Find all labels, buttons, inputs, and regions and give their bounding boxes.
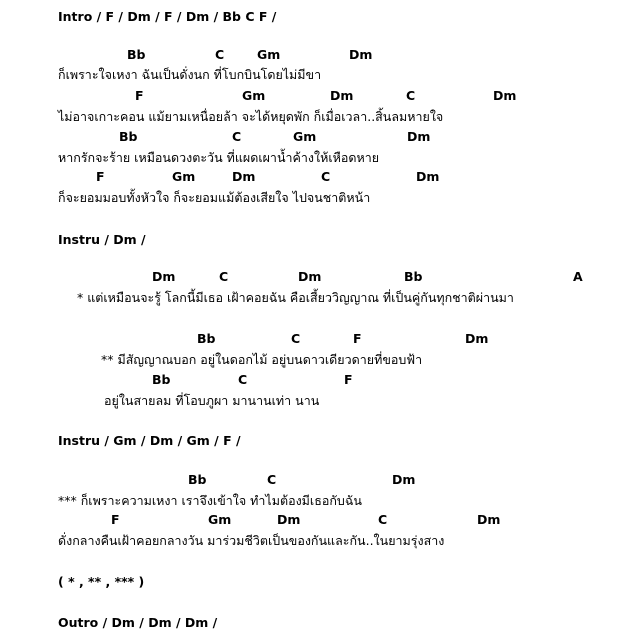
chord: Dm xyxy=(232,169,256,184)
chord: C xyxy=(291,331,301,346)
chord: C xyxy=(232,129,242,144)
lyric-line: ** มีสัญญาณบอก อยู่ในดอกไม้ อยู่บนดาวเดียวดายที่ขอบฟ้า xyxy=(101,352,423,367)
chord: Dm xyxy=(349,47,373,62)
chord: C xyxy=(406,88,416,103)
chord: Gm xyxy=(208,512,232,527)
chord: Bb xyxy=(197,331,216,346)
chord: F xyxy=(111,512,120,527)
chord: C xyxy=(321,169,331,184)
chord: Dm xyxy=(493,88,517,103)
chord: C xyxy=(267,472,277,487)
chord: C xyxy=(378,512,388,527)
chord: Dm xyxy=(407,129,431,144)
chord: Dm xyxy=(465,331,489,346)
chord: Bb xyxy=(404,269,423,284)
chord: Bb xyxy=(127,47,146,62)
chord: C xyxy=(219,269,229,284)
chord: C xyxy=(238,372,248,387)
chord: Bb xyxy=(119,129,138,144)
chord: Gm xyxy=(172,169,196,184)
lyric-line: ก็เพราะใจเหงา ฉันเป็นดั่งนก ที่โบกบินโดยไม่มีขา xyxy=(58,67,322,82)
chord: Gm xyxy=(293,129,317,144)
chord: Dm xyxy=(277,512,301,527)
chord: C xyxy=(215,47,225,62)
instru-line: Instru / Dm / xyxy=(58,232,146,247)
intro-line: Intro / F / Dm / F / Dm / Bb C F / xyxy=(58,9,277,24)
chord: F xyxy=(96,169,105,184)
lyric-line: อยู่ในสายลม ที่โอบภูผา มานานเท่า นาน xyxy=(104,393,320,408)
chord: Bb xyxy=(188,472,207,487)
chord: Dm xyxy=(477,512,501,527)
chord: Dm xyxy=(152,269,176,284)
chord: F xyxy=(353,331,362,346)
chord: Dm xyxy=(392,472,416,487)
chord: F xyxy=(135,88,144,103)
lyric-line: หากรักจะร้าย เหมือนดวงตะวัน ที่แผดเผาน้ำค้างให้เหือดหาย xyxy=(58,150,380,165)
instru-line: Instru / Gm / Dm / Gm / F / xyxy=(58,433,241,448)
chord: Gm xyxy=(242,88,266,103)
repeat-marker: ( * , ** , *** ) xyxy=(58,574,145,589)
lyric-line: ก็จะยอมมอบทั้งหัวใจ ก็จะยอมแม้ต้องเสียใจ ไปจนชาติหน้า xyxy=(58,190,371,205)
lyric-line: *** ก็เพราะความเหงา เราจึงเข้าใจ ทำไมต้องมีเธอกับฉัน xyxy=(58,493,362,508)
chord: Bb xyxy=(152,372,171,387)
chord: Dm xyxy=(330,88,354,103)
chord: F xyxy=(344,372,353,387)
lyric-line: ดั่งกลางคืนเฝ้าคอยกลางวัน มาร่วมชีวิตเป็นของกันและกัน..ในยามรุ่งสาง xyxy=(58,533,445,548)
outro-line: Outro / Dm / Dm / Dm / xyxy=(58,615,218,630)
chord: Gm xyxy=(257,47,281,62)
lyric-line: * แต่เหมือนจะรู้ โลกนี้มีเธอ เฝ้าคอยฉัน คือเสี้ยววิญญาณ ที่เป็นคู่กันทุกชาติผ่านมา xyxy=(77,290,514,305)
chord: A xyxy=(573,269,583,284)
lyric-line: ไม่อาจเกาะคอน แม้ยามเหนื่อยล้า จะได้หยุดพัก ก็เมื่อเวลา..สิ้นลมหายใจ xyxy=(58,109,444,124)
chord: Dm xyxy=(298,269,322,284)
chord: Dm xyxy=(416,169,440,184)
